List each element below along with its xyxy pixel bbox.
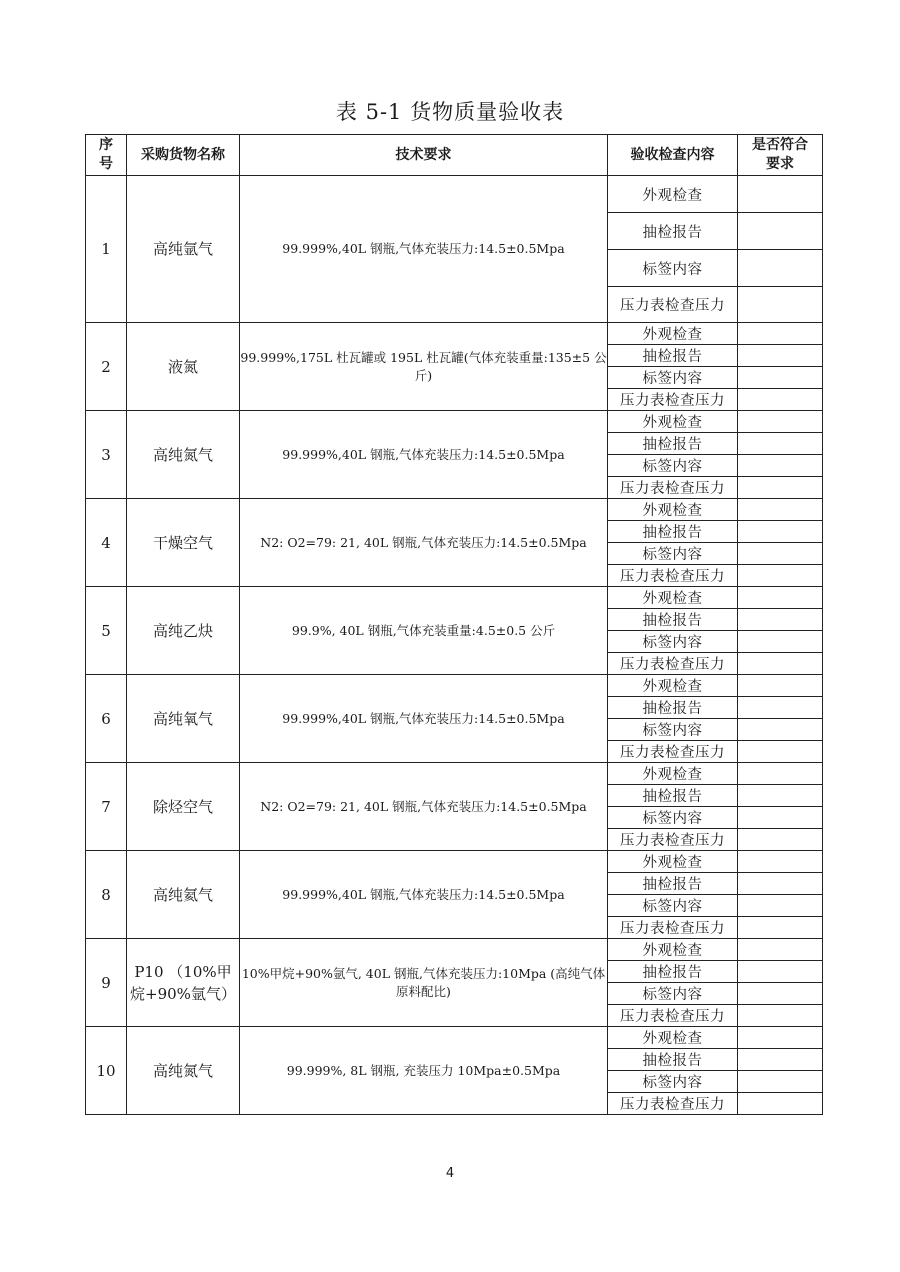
cell-check-item: 标签内容 xyxy=(608,631,738,653)
cell-compliant-input[interactable] xyxy=(738,719,823,741)
cell-check-item: 抽检报告 xyxy=(608,873,738,895)
cell-compliant-input[interactable] xyxy=(738,983,823,1005)
cell-check-item: 抽检报告 xyxy=(608,213,738,250)
cell-compliant-input[interactable] xyxy=(738,1005,823,1027)
cell-compliant-input[interactable] xyxy=(738,411,823,433)
table-row xyxy=(86,1027,823,1049)
cell-compliant-input[interactable] xyxy=(738,829,823,851)
cell-compliant-input[interactable] xyxy=(738,587,823,609)
cell-compliant-input[interactable] xyxy=(738,345,823,367)
cell-compliant-input[interactable] xyxy=(738,939,823,961)
cell-check-item: 压力表检查压力 xyxy=(608,477,738,499)
cell-check-item: 外观检查 xyxy=(608,323,738,345)
header-requirement: 技术要求 xyxy=(240,135,608,176)
cell-check-item: 抽检报告 xyxy=(608,1049,738,1071)
cell-goods-name: 高纯氦气 xyxy=(127,851,240,939)
cell-compliant-input[interactable] xyxy=(738,565,823,587)
table-header-row xyxy=(86,135,823,176)
cell-no: 2 xyxy=(86,323,127,411)
header-no: 序 号 xyxy=(86,135,127,176)
table-row xyxy=(86,763,823,785)
cell-no: 3 xyxy=(86,411,127,499)
cell-requirement: 99.999%,175L 杜瓦罐或 195L 杜瓦罐(气体充装重量:135±5 公斤) xyxy=(240,323,608,411)
cell-check-item: 压力表检查压力 xyxy=(608,1093,738,1115)
cell-check-item: 压力表检查压力 xyxy=(608,653,738,675)
cell-goods-name: 高纯氮气 xyxy=(127,1027,240,1115)
table-row xyxy=(86,411,823,433)
cell-check-item: 外观检查 xyxy=(608,499,738,521)
cell-no: 10 xyxy=(86,1027,127,1115)
cell-check-item: 抽检报告 xyxy=(608,785,738,807)
header-name: 采购货物名称 xyxy=(127,135,240,176)
cell-goods-name: 高纯氩气 xyxy=(127,176,240,323)
cell-check-item: 抽检报告 xyxy=(608,345,738,367)
cell-check-item: 外观检查 xyxy=(608,763,738,785)
cell-goods-name: 干燥空气 xyxy=(127,499,240,587)
cell-compliant-input[interactable] xyxy=(738,675,823,697)
cell-check-item: 压力表检查压力 xyxy=(608,741,738,763)
cell-check-item: 标签内容 xyxy=(608,367,738,389)
cell-check-item: 压力表检查压力 xyxy=(608,917,738,939)
cell-compliant-input[interactable] xyxy=(738,455,823,477)
header-check: 验收检查内容 xyxy=(608,135,738,176)
cell-compliant-input[interactable] xyxy=(738,785,823,807)
cell-check-item: 标签内容 xyxy=(608,455,738,477)
table-row xyxy=(86,851,823,873)
cell-no: 1 xyxy=(86,176,127,323)
cell-compliant-input[interactable] xyxy=(738,807,823,829)
cell-check-item: 标签内容 xyxy=(608,895,738,917)
cell-compliant-input[interactable] xyxy=(738,895,823,917)
cell-check-item: 外观检查 xyxy=(608,587,738,609)
cell-compliant-input[interactable] xyxy=(738,389,823,411)
cell-compliant-input[interactable] xyxy=(738,851,823,873)
cell-check-item: 标签内容 xyxy=(608,719,738,741)
table-row xyxy=(86,939,823,961)
cell-check-item: 外观检查 xyxy=(608,176,738,213)
cell-check-item: 抽检报告 xyxy=(608,521,738,543)
cell-compliant-input[interactable] xyxy=(738,763,823,785)
cell-requirement: N2: O2=79: 21, 40L 钢瓶,气体充装压力:14.5±0.5Mpa xyxy=(240,499,608,587)
cell-compliant-input[interactable] xyxy=(738,250,823,287)
cell-goods-name: 高纯氧气 xyxy=(127,675,240,763)
cell-goods-name: 除烃空气 xyxy=(127,763,240,851)
cell-check-item: 标签内容 xyxy=(608,250,738,287)
cell-requirement: 10%甲烷+90%氩气, 40L 钢瓶,气体充装压力:10Mpa (高纯气体原料配比) xyxy=(240,939,608,1027)
cell-compliant-input[interactable] xyxy=(738,213,823,250)
table-body xyxy=(86,176,823,1115)
table-row xyxy=(86,323,823,345)
cell-check-item: 抽检报告 xyxy=(608,697,738,719)
cell-requirement: N2: O2=79: 21, 40L 钢瓶,气体充装压力:14.5±0.5Mpa xyxy=(240,763,608,851)
header-compliant: 是否符合 要求 xyxy=(738,135,823,176)
cell-no: 7 xyxy=(86,763,127,851)
cell-compliant-input[interactable] xyxy=(738,543,823,565)
cell-compliant-input[interactable] xyxy=(738,1071,823,1093)
cell-check-item: 标签内容 xyxy=(608,983,738,1005)
cell-check-item: 抽检报告 xyxy=(608,433,738,455)
cell-no: 8 xyxy=(86,851,127,939)
cell-no: 6 xyxy=(86,675,127,763)
cell-check-item: 外观检查 xyxy=(608,939,738,961)
cell-check-item: 抽检报告 xyxy=(608,609,738,631)
cell-check-item: 压力表检查压力 xyxy=(608,1005,738,1027)
cell-compliant-input[interactable] xyxy=(738,653,823,675)
acceptance-table xyxy=(85,134,823,1115)
cell-check-item: 抽检报告 xyxy=(608,961,738,983)
cell-requirement: 99.999%, 8L 钢瓶, 充装压力 10Mpa±0.5Mpa xyxy=(240,1027,608,1115)
cell-compliant-input[interactable] xyxy=(738,1027,823,1049)
cell-compliant-input[interactable] xyxy=(738,477,823,499)
cell-check-item: 外观检查 xyxy=(608,675,738,697)
cell-check-item: 外观检查 xyxy=(608,411,738,433)
cell-compliant-input[interactable] xyxy=(738,499,823,521)
page-number: 4 xyxy=(445,1166,455,1181)
cell-requirement: 99.999%,40L 钢瓶,气体充装压力:14.5±0.5Mpa xyxy=(240,675,608,763)
cell-compliant-input[interactable] xyxy=(738,961,823,983)
cell-check-item: 标签内容 xyxy=(608,1071,738,1093)
cell-compliant-input[interactable] xyxy=(738,323,823,345)
cell-goods-name: P10 （10%甲烷+90%氩气） xyxy=(127,939,240,1027)
cell-compliant-input[interactable] xyxy=(738,287,823,323)
cell-compliant-input[interactable] xyxy=(738,1093,823,1115)
cell-check-item: 压力表检查压力 xyxy=(608,565,738,587)
page-title: 表 5-1 货物质量验收表 xyxy=(335,100,565,124)
cell-compliant-input[interactable] xyxy=(738,433,823,455)
cell-requirement: 99.999%,40L 钢瓶,气体充装压力:14.5±0.5Mpa xyxy=(240,411,608,499)
cell-requirement: 99.999%,40L 钢瓶,气体充装压力:14.5±0.5Mpa xyxy=(240,851,608,939)
table-row xyxy=(86,587,823,609)
cell-check-item: 压力表检查压力 xyxy=(608,389,738,411)
table-row xyxy=(86,499,823,521)
cell-compliant-input[interactable] xyxy=(738,917,823,939)
cell-check-item: 标签内容 xyxy=(608,807,738,829)
cell-compliant-input[interactable] xyxy=(738,367,823,389)
cell-compliant-input[interactable] xyxy=(738,741,823,763)
cell-check-item: 标签内容 xyxy=(608,543,738,565)
cell-goods-name: 液氮 xyxy=(127,323,240,411)
cell-no: 4 xyxy=(86,499,127,587)
table-row xyxy=(86,176,823,213)
cell-no: 9 xyxy=(86,939,127,1027)
cell-compliant-input[interactable] xyxy=(738,697,823,719)
cell-check-item: 压力表检查压力 xyxy=(608,829,738,851)
cell-goods-name: 高纯乙炔 xyxy=(127,587,240,675)
cell-compliant-input[interactable] xyxy=(738,1049,823,1071)
cell-compliant-input[interactable] xyxy=(738,521,823,543)
cell-requirement: 99.9%, 40L 钢瓶,气体充装重量:4.5±0.5 公斤 xyxy=(240,587,608,675)
cell-compliant-input[interactable] xyxy=(738,176,823,213)
cell-no: 5 xyxy=(86,587,127,675)
cell-goods-name: 高纯氮气 xyxy=(127,411,240,499)
cell-check-item: 外观检查 xyxy=(608,1027,738,1049)
cell-requirement: 99.999%,40L 钢瓶,气体充装压力:14.5±0.5Mpa xyxy=(240,176,608,323)
cell-check-item: 压力表检查压力 xyxy=(608,287,738,323)
table-row xyxy=(86,675,823,697)
cell-compliant-input[interactable] xyxy=(738,609,823,631)
cell-compliant-input[interactable] xyxy=(738,631,823,653)
cell-check-item: 外观检查 xyxy=(608,851,738,873)
cell-compliant-input[interactable] xyxy=(738,873,823,895)
